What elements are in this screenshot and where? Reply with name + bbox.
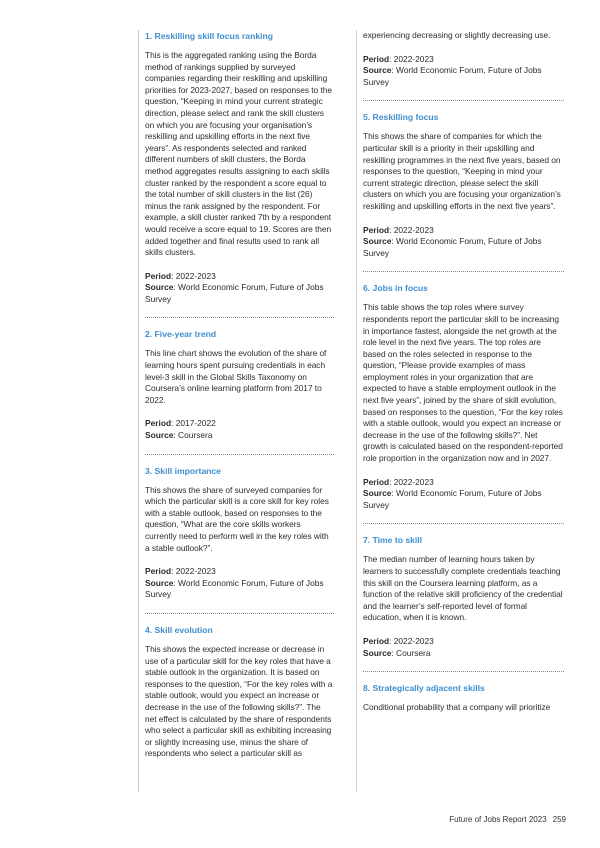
source-label: Source [363, 647, 392, 658]
section-title-skill-importance: 3. Skill importance [145, 465, 221, 476]
period-value: : 2022-2023 [171, 270, 216, 281]
source-label: Source [145, 282, 174, 293]
section-divider [363, 523, 564, 524]
section-meta-skill-importance [145, 566, 334, 601]
left-column [138, 30, 334, 792]
period-value: : 2017-2022 [171, 418, 216, 429]
section-body-five-year-trend: This line chart shows the evolution of the share of learning hours spent pursuing credentials in each level-3 skill in the Global Skills Taxonomy on Coursera’s online learning platform from 2017 to 2022. [145, 348, 327, 405]
section-title-jobs-in-focus: 6. Jobs in focus [363, 283, 428, 294]
period-label: Period [363, 224, 390, 235]
period-label: Period [145, 566, 172, 577]
section-title-strategically-adjacent-skills: 8. Strategically adjacent skills [363, 683, 485, 694]
source-value: : World Economic Forum, Future of Jobs Survey [145, 577, 324, 600]
period-value: : 2022-2023 [389, 635, 434, 646]
section-title-reskilling-focus: 5. Reskilling focus [363, 112, 439, 123]
period-label: Period [145, 418, 172, 429]
section-body-skill-evolution-continued: experiencing decreasing or slightly decreasing use. [363, 30, 551, 40]
section-title-time-to-skill: 7. Time to skill [363, 535, 423, 546]
right-column [356, 30, 564, 792]
source-label: Source [363, 236, 392, 247]
section-title-skill-evolution: 4. Skill evolution [145, 624, 213, 635]
source-value: : World Economic Forum, Future of Jobs Survey [363, 65, 542, 87]
source-value: : World Economic Forum, Future of Jobs Survey [363, 488, 542, 510]
source-label: Source [363, 65, 392, 76]
source-label: Source [363, 488, 392, 499]
section-body-strategically-adjacent-skills: Conditional probability that a company will prioritize [363, 702, 551, 713]
section-body-skill-evolution: This shows the expected increase or decrease in use of a particular skill for the key roles that have a stable outlook in the organization. It is based on responses to the question, “For the key roles with a stable outlook, would you expect an increase or decrease in the use of the following skills?”. The net effect is calculated by the share of respondents who select a particular skill as exhibiting increasing or slightly increasing use, minus the share of respondents who select a particular skill as [145, 643, 333, 759]
section-body-jobs-in-focus: This table shows the top roles where survey respondents report the particular skill to be increasing in importance fastest, alongside the net growth at the role level in the next five years. The top roles are based on the roles selected in response to the question, “Please provide examples of mass employment roles in your organization that are expected to have a stable employment outlook in the next five years”, joined by the share of skill evolution, based on responses to the question, “For the key roles with a stable outlook, would you expect an increase or decrease in the use of the following skills?”. Net growth is calculated based on the respondent-reported role proportion in the organization now and in 2027. [363, 302, 563, 464]
source-value: : World Economic Forum, Future of Jobs Survey [145, 282, 324, 304]
section-meta-skill-evolution [363, 54, 564, 89]
source-value: : Coursera [391, 647, 431, 658]
section-divider [363, 671, 564, 672]
section-title-reskilling-skill-focus-ranking: 1. Reskilling skill focus ranking [145, 31, 273, 41]
section-divider [363, 271, 564, 272]
section-divider [363, 100, 564, 101]
section-body-reskilling-skill-focus-ranking: This is the aggregated ranking using the Borda method of rankings supplied by surveyed companies regarding their reskilling and upskilling priorities for 2023-2027, based on responses to the question, “Keeping in mind your current strategic direction, please select and rank the skill clusters on which you are focusing your organisation’s reskilling and upskilling efforts in the next five years”. As respondents selected and ranked different numbers of skill clusters, the Borda method aggregates results assigning to each skills cluster ranked by the respondent a score equal to the total number of skill clusters in the list (26) minus the rank assigned by the respondent. For example, a skill cluster ranked 7th by a respondent would receive a score equal to 19. Scores are then added together and final results used to rank all skills clusters. [145, 50, 332, 258]
source-value: : Coursera [173, 430, 213, 441]
source-label: Source [145, 577, 174, 588]
period-value: : 2022-2023 [389, 53, 434, 64]
page-footer [449, 815, 566, 824]
section-body-time-to-skill: The median number of learning hours taken by learners to successfully complete credentials teaching this skill on the Coursera learning platform, as a function of the relative skill proficiency of the credential and the learner’s self-reported level of formal education, when it is known. [363, 554, 563, 623]
section-body-skill-importance: This shows the share of surveyed companies for which the particular skill is a core skill for key roles with a stable outlook, based on responses to the question, “What are the core skills workers currently need to perform well in the key roles with a stable outlook?”. [145, 484, 329, 553]
section-divider [145, 317, 334, 318]
period-value: : 2022-2023 [389, 224, 434, 235]
period-value: : 2022-2023 [389, 476, 434, 487]
section-divider [145, 613, 334, 614]
period-label: Period [363, 476, 390, 487]
section-title-five-year-trend: 2. Five-year trend [145, 329, 217, 340]
period-label: Period [145, 270, 172, 281]
period-value: : 2022-2023 [171, 566, 216, 577]
section-meta-reskilling-focus [363, 225, 564, 260]
section-meta-jobs-in-focus [363, 477, 564, 512]
section-meta-time-to-skill [363, 636, 564, 659]
page-number: 259 [552, 815, 566, 824]
period-label: Period [363, 635, 390, 646]
period-label: Period [363, 53, 390, 64]
source-label: Source [145, 430, 174, 441]
source-value: : World Economic Forum, Future of Jobs Survey [363, 236, 542, 258]
section-meta-five-year-trend [145, 418, 334, 441]
report-title: Future of Jobs Report 2023 [449, 815, 547, 824]
section-body-reskilling-focus: This shows the share of companies for which the particular skill is a priority in their upskilling and reskilling programmes in the next five years, based on responses to the question, “Keeping in mind your current strategic direction, please select the skill clusters on which you are focusing your organization’s reskilling and upskilling efforts in the next five years”. [363, 131, 561, 211]
section-meta-reskilling-skill-focus-ranking [145, 271, 334, 306]
section-divider [145, 454, 334, 455]
